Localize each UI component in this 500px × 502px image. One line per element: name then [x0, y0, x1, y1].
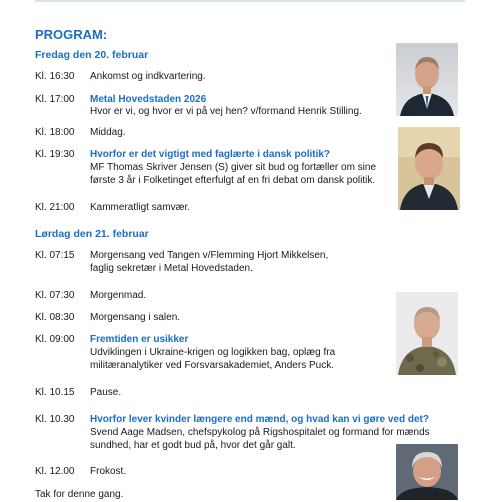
- item-text: MF Thomas Skriver Jensen (S) giver sit bud og fortæller om sine: [90, 162, 377, 173]
- item-text: første 3 år i Folketinget efterfulgt af en fri debat om dansk politik.: [90, 175, 376, 186]
- speaker-photo-anders-puck: [396, 292, 458, 375]
- item-time: Kl. 10.15: [35, 387, 75, 398]
- item-text: Frokost.: [90, 466, 127, 477]
- item-time: Kl. 10.30: [35, 414, 75, 425]
- item-title: Hvorfor er det vigtigt med faglærte i dansk politik?: [90, 149, 331, 160]
- speaker-photo-thomas-skriver-jensen: [398, 127, 460, 210]
- item-title: Fremtiden er usikker: [90, 334, 189, 345]
- day-heading-saturday: Lørdag den 21. februar: [35, 228, 149, 240]
- item-time: Kl. 21:00: [35, 202, 75, 213]
- top-divider: [35, 0, 465, 2]
- item-time: Kl. 07:15: [35, 250, 75, 261]
- item-time: Kl. 16:30: [35, 71, 75, 82]
- item-text: Svend Aage Madsen, chefspykolog på Rigshospitalet og formand for mænds: [90, 427, 430, 438]
- item-text: Ankomst og indkvartering.: [90, 71, 206, 82]
- item-time: Kl. 17:00: [35, 94, 75, 105]
- speaker-photo-svend-aage-madsen: [396, 444, 458, 500]
- item-text: Morgenmad.: [90, 290, 147, 301]
- day-heading-friday: Fredag den 20. februar: [35, 49, 149, 61]
- item-text: sundhed, har et godt bud på, hvor det går galt.: [90, 440, 296, 451]
- speaker-photo-henrik-stilling: [396, 43, 458, 116]
- item-time: Kl. 09:00: [35, 334, 75, 345]
- item-time: Kl. 07:30: [35, 290, 75, 301]
- item-text: Hvor er vi, og hvor er vi på vej hen? v/formand Henrik Stilling.: [90, 106, 362, 117]
- closing-text: Tak for denne gang.: [35, 489, 124, 500]
- item-text: Udviklingen i Ukraine-krigen og logikken bag, oplæg fra: [90, 347, 336, 358]
- item-text: Middag.: [90, 127, 126, 138]
- item-text: faglig sekretær i Metal Hovedstaden.: [90, 263, 253, 274]
- item-time: Kl. 12.00: [35, 466, 75, 477]
- item-text: militæranalytiker ved Forsvarsakademiet, Anders Puck.: [90, 360, 334, 371]
- item-text: Morgensang ved Tangen v/Flemming Hjort Mikkelsen,: [90, 250, 329, 261]
- item-text: Pause.: [90, 387, 122, 398]
- item-title: Hvorfor lever kvinder længere end mænd, og hvad kan vi gøre ved det?: [90, 414, 429, 425]
- item-time: Kl. 08:30: [35, 312, 75, 323]
- item-time: Kl. 18:00: [35, 127, 75, 138]
- program-heading: PROGRAM:: [35, 27, 108, 42]
- item-title: Metal Hovedstaden 2026: [90, 94, 207, 105]
- item-text: Kammeratligt samvær.: [90, 202, 191, 213]
- item-time: Kl. 19:30: [35, 149, 75, 160]
- item-text: Morgensang i salen.: [90, 312, 181, 323]
